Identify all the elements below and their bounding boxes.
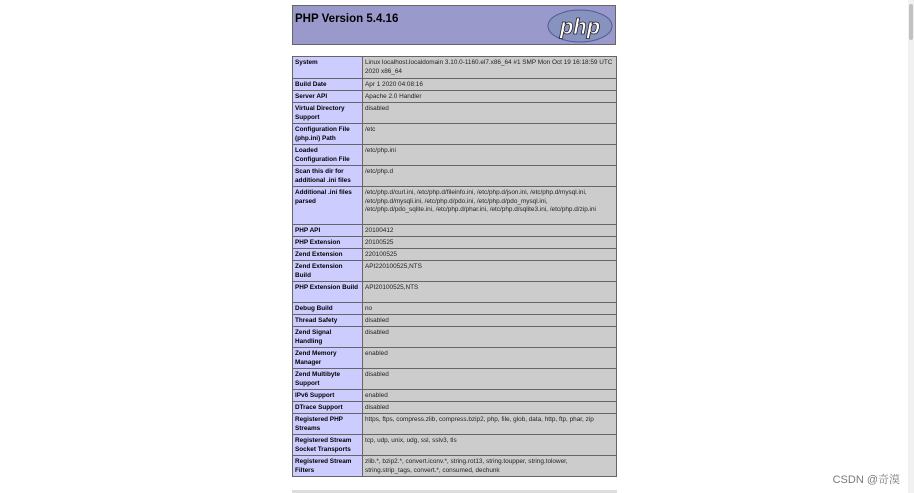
- row-value: 20100412: [363, 225, 617, 237]
- row-value: disabled: [363, 402, 617, 414]
- table-row: [293, 435, 617, 456]
- row-label: Zend Memory Manager: [293, 348, 363, 369]
- table-row: [293, 348, 617, 369]
- php-info-table: [292, 56, 617, 477]
- table-row: [293, 225, 617, 237]
- table-row: [293, 456, 617, 477]
- row-label: Thread Safety: [293, 315, 363, 327]
- row-value: 20100525: [363, 237, 617, 249]
- row-label: System: [293, 57, 363, 79]
- row-value: /etc/php.d: [363, 166, 617, 187]
- table-row: [293, 303, 617, 315]
- row-value: disabled: [363, 327, 617, 348]
- row-label: Registered PHP Streams: [293, 414, 363, 435]
- row-label: Zend Extension: [293, 249, 363, 261]
- row-value: disabled: [363, 315, 617, 327]
- table-row: [293, 282, 617, 303]
- row-label: Scan this dir for additional .ini files: [293, 166, 363, 187]
- php-logo-text: php: [559, 14, 601, 39]
- table-row: [293, 390, 617, 402]
- row-value: zlib.*, bzip2.*, convert.iconv.*, string.rot13, string.toupper, string.tolower, string.strip_tags, convert.*, consumed, dechunk: [363, 456, 617, 477]
- page-title: PHP Version 5.4.16: [295, 13, 399, 25]
- row-value: API220100525,NTS: [363, 261, 617, 282]
- table-row: [293, 369, 617, 390]
- row-value: disabled: [363, 103, 617, 124]
- row-value: /etc: [363, 124, 617, 145]
- php-version-header: [292, 5, 616, 45]
- row-value: enabled: [363, 390, 617, 402]
- row-value: enabled: [363, 348, 617, 369]
- row-label: Additional .ini files parsed: [293, 187, 363, 225]
- row-label: PHP Extension Build: [293, 282, 363, 303]
- row-label: Server API: [293, 91, 363, 103]
- row-label: Configuration File (php.ini) Path: [293, 124, 363, 145]
- row-label: Virtual Directory Support: [293, 103, 363, 124]
- table-row: [293, 145, 617, 166]
- php-logo-icon: [547, 9, 613, 43]
- row-value: disabled: [363, 369, 617, 390]
- table-row: [293, 249, 617, 261]
- row-value: https, ftps, compress.zlib, compress.bzip2, php, file, glob, data, http, ftp, phar, zip: [363, 414, 617, 435]
- row-label: Zend Extension Build: [293, 261, 363, 282]
- row-value: Linux localhost.localdomain 3.10.0-1160.el7.x86_64 #1 SMP Mon Oct 19 16:18:59 UTC 2020 x86_64: [363, 57, 617, 79]
- row-value: /etc/php.d/curl.ini, /etc/php.d/fileinfo.ini, /etc/php.d/json.ini, /etc/php.d/mysql.ini, /etc/php.d/mysqli.ini, /etc/php.d/pdo.ini, /etc/php.d/pdo_mysql.ini, /etc/php.d/pdo_sqlite.ini, /etc/php.d/phar.ini, /etc/php.d/sqlite3.ini, /etc/php.d/zip.ini: [363, 187, 617, 225]
- scrollbar-thumb[interactable]: [909, 4, 913, 40]
- row-value: Apr 1 2020 04:08:16: [363, 79, 617, 91]
- row-value: /etc/php.ini: [363, 145, 617, 166]
- table-row: [293, 57, 617, 79]
- row-label: Zend Signal Handling: [293, 327, 363, 348]
- row-value: Apache 2.0 Handler: [363, 91, 617, 103]
- table-row: [293, 187, 617, 225]
- table-row: [293, 166, 617, 187]
- table-row: [293, 402, 617, 414]
- table-row: [293, 261, 617, 282]
- row-label: DTrace Support: [293, 402, 363, 414]
- row-label: Build Date: [293, 79, 363, 91]
- row-label: Loaded Configuration File: [293, 145, 363, 166]
- table-row: [293, 414, 617, 435]
- row-label: PHP Extension: [293, 237, 363, 249]
- row-label: IPv6 Support: [293, 390, 363, 402]
- row-value: API20100525,NTS: [363, 282, 617, 303]
- row-value: no: [363, 303, 617, 315]
- row-label: Zend Multibyte Support: [293, 369, 363, 390]
- table-row: [293, 124, 617, 145]
- row-label: PHP API: [293, 225, 363, 237]
- row-value: tcp, udp, unix, udg, ssl, sslv3, tls: [363, 435, 617, 456]
- vertical-scrollbar[interactable]: [908, 0, 914, 493]
- row-value: 220100525: [363, 249, 617, 261]
- row-label: Debug Build: [293, 303, 363, 315]
- table-row: [293, 103, 617, 124]
- table-row: [293, 327, 617, 348]
- table-row: [293, 79, 617, 91]
- row-label: Registered Stream Filters: [293, 456, 363, 477]
- php-info-table-body: [293, 57, 617, 477]
- table-row: [293, 91, 617, 103]
- table-row: [293, 315, 617, 327]
- csdn-watermark: CSDN @奇漠: [832, 474, 900, 486]
- table-row: [293, 237, 617, 249]
- row-label: Registered Stream Socket Transports: [293, 435, 363, 456]
